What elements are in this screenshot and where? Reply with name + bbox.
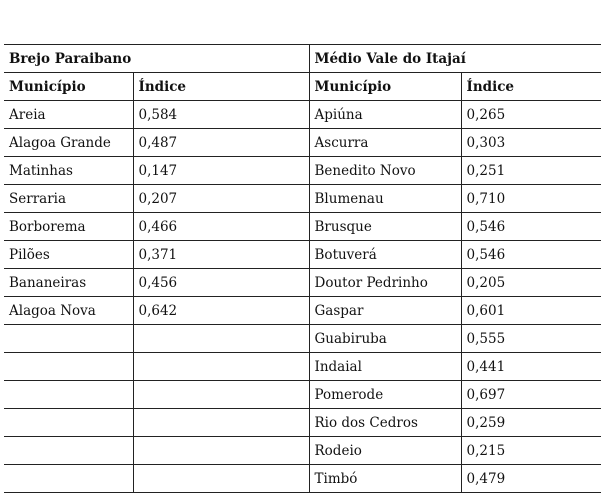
municipio-cell-left: Pilões (4, 241, 133, 269)
municipio-cell-right: Ascurra (309, 129, 461, 157)
empty-cell (4, 353, 133, 381)
indice-cell-left: 0,371 (133, 241, 309, 269)
indice-cell-right: 0,697 (461, 381, 601, 409)
table-row (4, 157, 601, 185)
indice-cell-right: 0,546 (461, 241, 601, 269)
municipio-cell-right: Benedito Novo (309, 157, 461, 185)
municipio-cell-right: Blumenau (309, 185, 461, 213)
indice-cell-right: 0,546 (461, 213, 601, 241)
municipio-cell-right: Indaial (309, 353, 461, 381)
table-row (4, 465, 601, 493)
table-row (4, 241, 601, 269)
indice-cell-right: 0,710 (461, 185, 601, 213)
indice-cell-right: 0,205 (461, 269, 601, 297)
municipio-cell-left: Alagoa Nova (4, 297, 133, 325)
indice-cell-right: 0,251 (461, 157, 601, 185)
empty-cell (4, 409, 133, 437)
table-row (4, 437, 601, 465)
indice-cell-left: 0,147 (133, 157, 309, 185)
empty-cell (133, 465, 309, 493)
indice-cell-right: 0,555 (461, 325, 601, 353)
empty-cell (4, 437, 133, 465)
table-row (4, 325, 601, 353)
comparison-table-container (4, 44, 601, 493)
indice-cell-right: 0,479 (461, 465, 601, 493)
empty-cell (133, 409, 309, 437)
empty-cell (4, 325, 133, 353)
empty-cell (4, 381, 133, 409)
municipio-cell-right: Apiúna (309, 101, 461, 129)
indice-cell-right: 0,303 (461, 129, 601, 157)
table-row (4, 353, 601, 381)
column-header-municipio-right: Município (309, 73, 461, 101)
group-title-row (4, 45, 601, 73)
municipio-cell-left: Borborema (4, 213, 133, 241)
municipio-cell-left: Serraria (4, 185, 133, 213)
table-row (4, 381, 601, 409)
column-header-municipio-left: Município (4, 73, 133, 101)
municipio-cell-right: Guabiruba (309, 325, 461, 353)
municipio-cell-left: Matinhas (4, 157, 133, 185)
indice-cell-left: 0,487 (133, 129, 309, 157)
indice-cell-right: 0,601 (461, 297, 601, 325)
table-body (4, 101, 601, 493)
empty-cell (4, 465, 133, 493)
municipio-cell-left: Bananeiras (4, 269, 133, 297)
column-header-indice-left: Índice (133, 73, 309, 101)
municipio-cell-left: Areia (4, 101, 133, 129)
municipio-cell-right: Rio dos Cedros (309, 409, 461, 437)
table-row (4, 185, 601, 213)
empty-cell (133, 353, 309, 381)
indice-cell-right: 0,259 (461, 409, 601, 437)
table-row (4, 297, 601, 325)
table-row (4, 101, 601, 129)
municipio-cell-right: Pomerode (309, 381, 461, 409)
municipio-cell-right: Botuverá (309, 241, 461, 269)
indice-cell-left: 0,456 (133, 269, 309, 297)
municipio-cell-right: Doutor Pedrinho (309, 269, 461, 297)
indice-cell-left: 0,207 (133, 185, 309, 213)
table-row (4, 129, 601, 157)
table-row (4, 213, 601, 241)
indice-cell-right: 0,265 (461, 101, 601, 129)
column-header-row (4, 73, 601, 101)
municipio-cell-left: Alagoa Grande (4, 129, 133, 157)
table-row (4, 409, 601, 437)
group-title-medio-vale-do-itajai: Médio Vale do Itajaí (309, 45, 601, 73)
column-header-indice-right: Índice (461, 73, 601, 101)
empty-cell (133, 325, 309, 353)
indice-cell-left: 0,584 (133, 101, 309, 129)
municipio-cell-right: Rodeio (309, 437, 461, 465)
indice-cell-left: 0,466 (133, 213, 309, 241)
indice-cell-left: 0,642 (133, 297, 309, 325)
municipio-cell-right: Gaspar (309, 297, 461, 325)
municipio-cell-right: Brusque (309, 213, 461, 241)
indice-cell-right: 0,215 (461, 437, 601, 465)
table-row (4, 269, 601, 297)
empty-cell (133, 437, 309, 465)
empty-cell (133, 381, 309, 409)
group-title-brejo-paraibano: Brejo Paraibano (4, 45, 309, 73)
indice-cell-right: 0,441 (461, 353, 601, 381)
comparison-table (4, 44, 601, 493)
municipio-cell-right: Timbó (309, 465, 461, 493)
